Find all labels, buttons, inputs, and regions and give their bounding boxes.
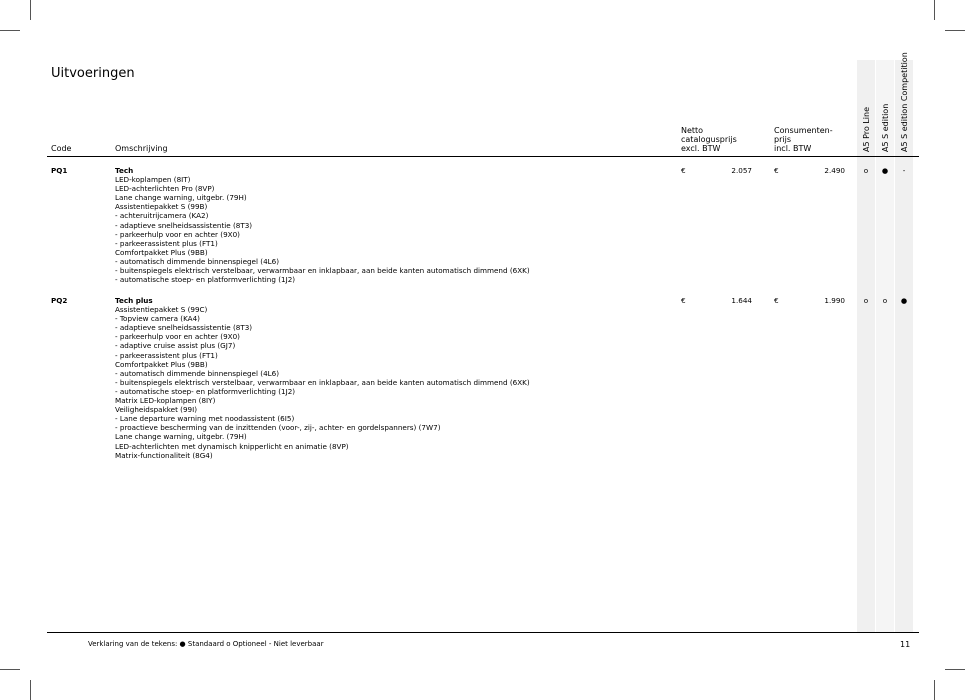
row-line: - automatisch dimmende binnenspiegel (4L6) [115,256,280,266]
crop-mark [30,0,31,20]
net-price: 2.057 [731,166,752,175]
row-description [115,166,530,284]
consumer-price: 1.990 [824,296,845,305]
legend: Verklaring van de tekens: ● Standaard o Optioneel - Niet leverbaar [88,640,324,648]
header-description: Omschrijving [115,144,168,153]
row-line: - proactieve bescherming van de inzittenden (voor-, zij-, achter- en gordelspanners) (7W7) [115,423,441,433]
crop-mark [945,30,965,31]
row-line: Matrix-functionaliteit (8G4) [115,450,213,460]
page-title: Uitvoeringen [51,66,135,81]
availability-pro-line: o [863,166,869,175]
header-divider [47,156,919,157]
row-line: Comfortpakket Plus (9BB) [115,247,208,257]
crop-mark [30,680,31,700]
availability-pro-line: o [863,296,869,305]
row-line: - buitenspiegels elektrisch verstelbaar, verwarmbaar en inklapbaar, aan beide kanten automatisch dimmend (6XK) [115,377,530,387]
currency-symbol: € [681,296,686,305]
net-price: 1.644 [731,296,752,305]
row-line: Veiligheidspakket (99I) [115,405,198,415]
currency-symbol: € [681,166,686,175]
crop-mark [945,669,965,670]
row-code: PQ2 [51,296,68,305]
page-number: 11 [900,640,911,649]
row-line: Comfortpakket Plus (9BB) [115,359,208,369]
row-line: - adaptive cruise assist plus (GJ7) [115,341,236,351]
row-line: LED-achterlichten met dynamisch knipperlicht en animatie (8VP) [115,441,349,451]
row-title: Tech plus [115,296,153,305]
row-line: - adaptieve snelheidsassistentie (8T3) [115,220,253,230]
row-line: - Lane departure warning met noodassistent (6I5) [115,414,295,424]
row-line: - automatische stoep- en platformverlichting (1J2) [115,386,296,396]
row-code: PQ1 [51,166,68,175]
row-line: LED-achterlichten Pro (8VP) [115,184,215,194]
availability-s-edition-competition: - [902,166,906,175]
row-line: - automatische stoep- en platformverlichting (1J2) [115,275,296,285]
availability-s-edition: o [882,296,888,305]
row-line: - parkeerhulp voor en achter (9X0) [115,332,240,342]
row-line: - parkeerhulp voor en achter (9X0) [115,229,240,239]
header-variant-s-edition: A5 S edition [881,103,890,152]
row-line: - buitenspiegels elektrisch verstelbaar, verwarmbaar en inklapbaar, aan beide kanten automatisch dimmend (6XK) [115,266,530,276]
row-line: Assistentiepakket S (99B) [115,202,208,212]
row-title: Tech [115,166,134,175]
header-variant-s-edition-competition: A5 S edition Competition [900,52,909,152]
header-net-price: Netto catalogusprijs excl. BTW [681,126,737,153]
row-line: - parkeerassistent plus (FT1) [115,350,218,360]
availability-s-edition: ● [881,166,889,175]
row-line: Lane change warning, uitgebr. (79H) [115,432,247,442]
row-line: - adaptieve snelheidsassistentie (8T3) [115,323,253,333]
crop-mark [0,669,20,670]
crop-mark [934,680,935,700]
row-line: Lane change warning, uitgebr. (79H) [115,193,247,203]
crop-mark [0,30,20,31]
row-line: Matrix LED-koplampen (8IY) [115,396,216,406]
footer-divider [47,632,919,633]
row-line: - achteruitrijcamera (KA2) [115,211,209,221]
row-line: - automatisch dimmende binnenspiegel (4L6) [115,368,280,378]
header-code: Code [51,144,72,153]
header-variant-pro-line: A5 Pro Line [862,106,871,152]
row-line: Assistentiepakket S (99C) [115,305,208,315]
availability-s-edition-competition: ● [900,296,908,305]
row-line: - parkeerassistent plus (FT1) [115,238,218,248]
crop-mark [934,0,935,20]
consumer-price: 2.490 [824,166,845,175]
row-line: LED-koplampen (8IT) [115,175,191,185]
row-description [115,296,530,460]
currency-symbol: € [774,166,779,175]
header-consumer-price: Consumenten- prijs incl. BTW [774,126,833,153]
row-line: - Topview camera (KA4) [115,314,200,324]
currency-symbol: € [774,296,779,305]
